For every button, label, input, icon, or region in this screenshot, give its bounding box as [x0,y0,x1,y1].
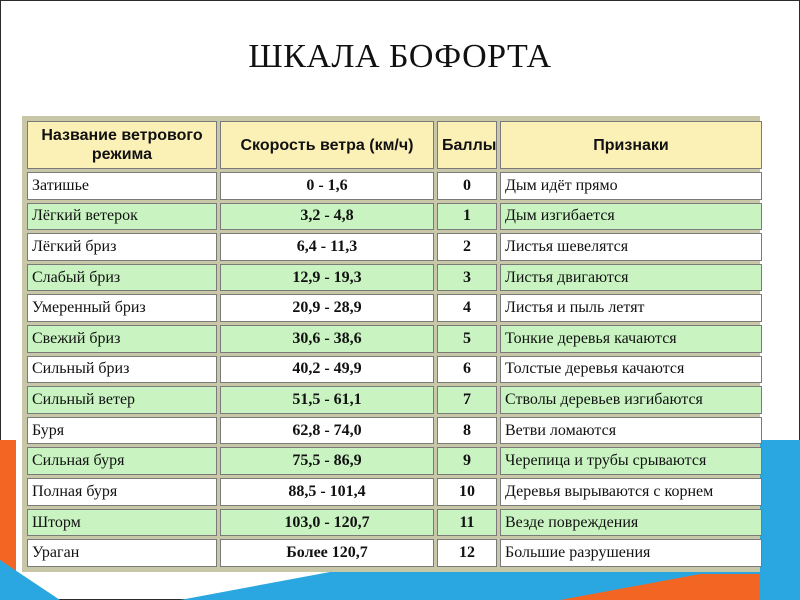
cell-score: 3 [437,264,497,292]
header-signs: Признаки [500,121,762,169]
cell-regime-name: Слабый бриз [27,264,217,292]
cell-signs: Листья шевелятся [500,233,762,261]
cell-wind-speed: 20,9 - 28,9 [220,294,434,322]
header-wind-speed: Скорость ветра (км/ч) [220,121,434,169]
cell-wind-speed: 3,2 - 4,8 [220,203,434,231]
cell-wind-speed: 30,6 - 38,6 [220,325,434,353]
cell-score: 4 [437,294,497,322]
cell-regime-name: Полная буря [27,478,217,506]
table-row [27,264,762,292]
table-row [27,325,762,353]
cell-regime-name: Шторм [27,509,217,537]
cell-signs: Тонкие деревья качаются [500,325,762,353]
table-row [27,386,762,414]
cell-wind-speed: Более 120,7 [220,539,434,567]
cell-score: 1 [437,203,497,231]
cell-regime-name: Лёгкий бриз [27,233,217,261]
blue-right-shape [760,440,800,600]
table-row [27,233,762,261]
table-row [27,447,762,475]
cell-regime-name: Буря [27,417,217,445]
cell-signs: Деревья вырываются с корнем [500,478,762,506]
cell-wind-speed: 40,2 - 49,9 [220,356,434,384]
table-row [27,294,762,322]
cell-wind-speed: 75,5 - 86,9 [220,447,434,475]
cell-regime-name: Лёгкий ветерок [27,203,217,231]
cell-signs: Везде повреждения [500,509,762,537]
cell-signs: Толстые деревья качаются [500,356,762,384]
cell-regime-name: Умеренный бриз [27,294,217,322]
header-regime-name: Название ветрового режима [27,121,217,169]
table-row [27,172,762,200]
cell-wind-speed: 103,0 - 120,7 [220,509,434,537]
cell-signs: Дым изгибается [500,203,762,231]
cell-score: 8 [437,417,497,445]
cell-score: 12 [437,539,497,567]
cell-score: 6 [437,356,497,384]
cell-regime-name: Свежий бриз [27,325,217,353]
cell-signs: Листья двигаются [500,264,762,292]
table-row [27,509,762,537]
cell-regime-name: Ураган [27,539,217,567]
cell-regime-name: Сильный ветер [27,386,217,414]
cell-score: 10 [437,478,497,506]
cell-score: 0 [437,172,497,200]
page-title: ШКАЛА БОФОРТА [248,38,552,75]
table-row [27,478,762,506]
cell-score: 2 [437,233,497,261]
cell-signs: Ветви ломаются [500,417,762,445]
table-body [27,172,762,567]
beaufort-table [24,118,765,570]
header-score: Баллы [437,121,497,169]
table-row [27,417,762,445]
cell-score: 5 [437,325,497,353]
cell-wind-speed: 62,8 - 74,0 [220,417,434,445]
cell-signs: Большие разрушения [500,539,762,567]
table-row [27,539,762,567]
cell-regime-name: Сильный бриз [27,356,217,384]
cell-score: 11 [437,509,497,537]
cell-wind-speed: 51,5 - 61,1 [220,386,434,414]
cell-signs: Листья и пыль летят [500,294,762,322]
cell-signs: Стволы деревьев изгибаются [500,386,762,414]
table-row [27,356,762,384]
beaufort-table-container [22,116,760,572]
cell-score: 7 [437,386,497,414]
cell-regime-name: Затишье [27,172,217,200]
cell-wind-speed: 0 - 1,6 [220,172,434,200]
cell-signs: Дым идёт прямо [500,172,762,200]
cell-wind-speed: 6,4 - 11,3 [220,233,434,261]
table-header-row [27,121,762,169]
cell-wind-speed: 12,9 - 19,3 [220,264,434,292]
cell-wind-speed: 88,5 - 101,4 [220,478,434,506]
cell-signs: Черепица и трубы срываются [500,447,762,475]
cell-score: 9 [437,447,497,475]
cell-regime-name: Сильная буря [27,447,217,475]
table-row [27,203,762,231]
